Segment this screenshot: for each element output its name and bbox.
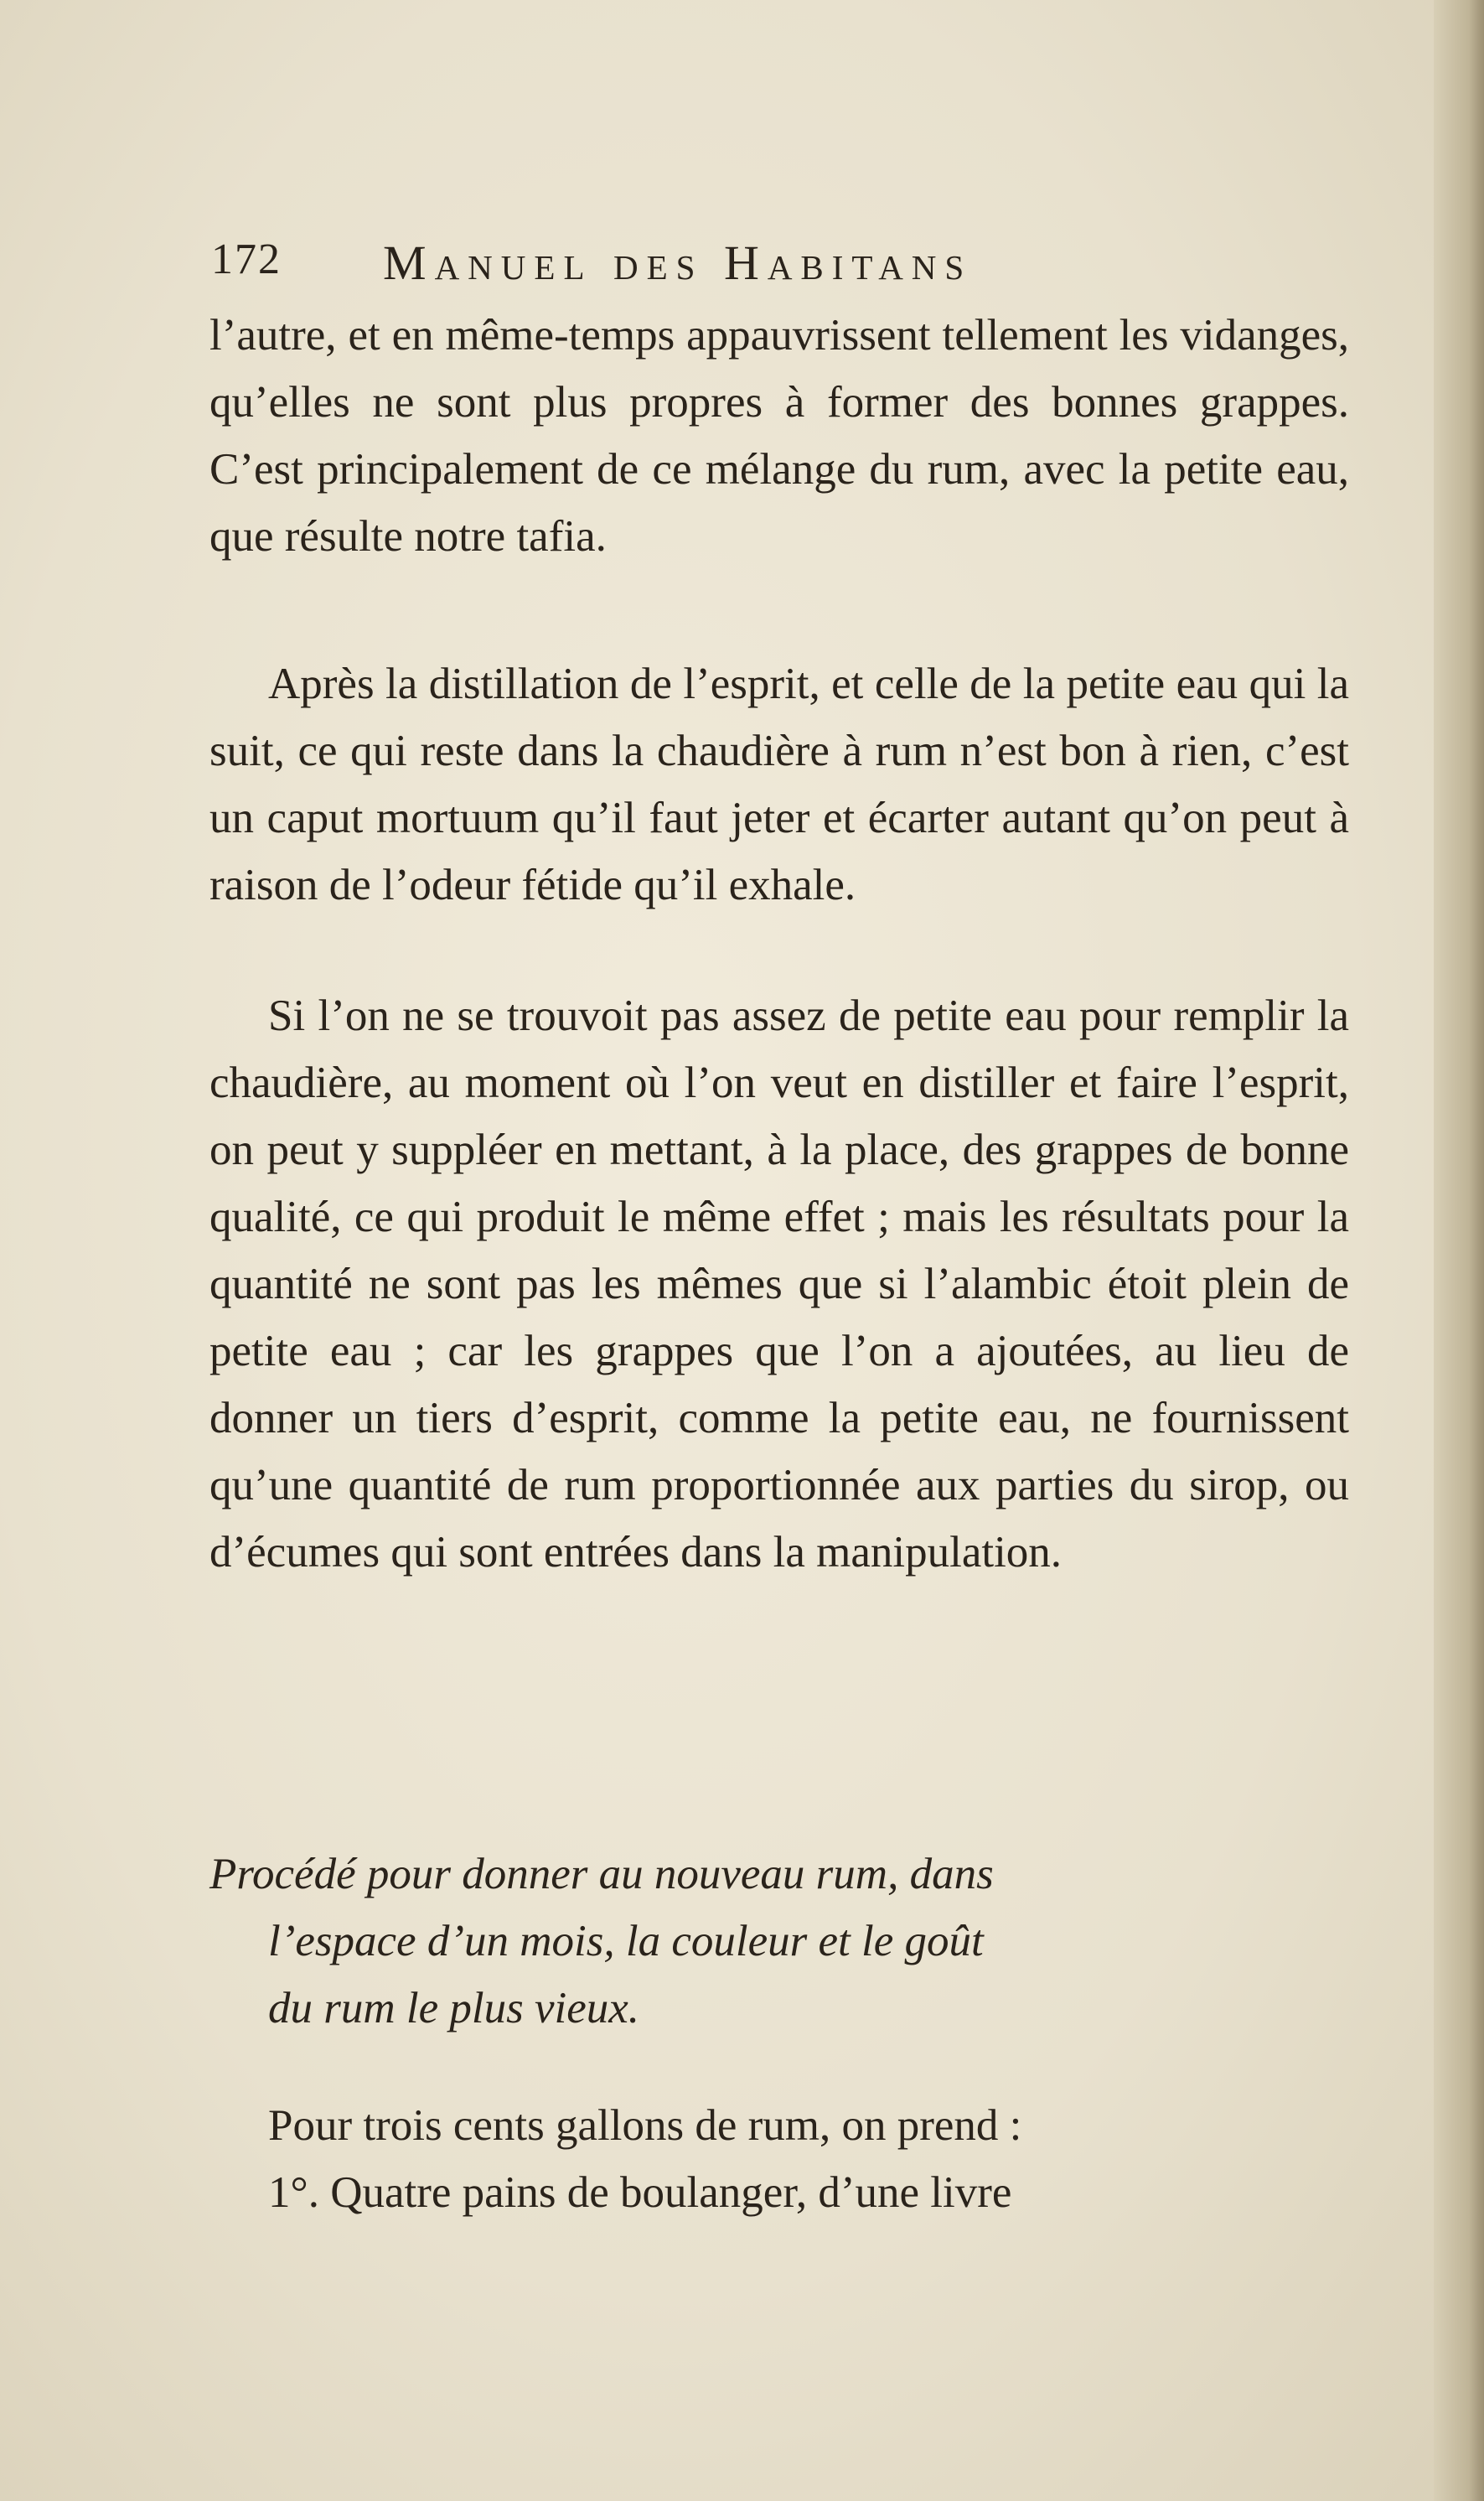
- paragraph-text: Si l’on ne se trouvoit pas assez de petite eau pour remplir la chaudière, au moment où l’on veut en distiller et faire l’esprit, on peut y suppléer en mettant, à la place, des grappes de bonne qualité, ce qui produit le même effet ; mais les résultats pour la quantité ne sont pas les mêmes que si l’alambic étoit plein de petite eau ; car les grappes que l’on a ajoutées, au lieu de donner un tiers d’esprit, comme la petite eau, ne fournissent qu’une quantité de rum proportionnée aux parties du sirop, ou d’écumes qui sont entrées dans la manipulation.: [209, 992, 1349, 1577]
- list-item-1: [209, 2159, 1349, 2226]
- paragraph-1: [209, 302, 1349, 570]
- heading-line: du rum le plus vieux.: [268, 1984, 640, 2032]
- paragraph-4: [209, 2092, 1349, 2159]
- paragraph-text: Pour trois cents gallons de rum, on prend :: [268, 2101, 1022, 2150]
- paragraph-3: [209, 982, 1349, 1586]
- page-number: 172: [211, 236, 282, 283]
- heading-line: l’espace d’un mois, la couleur et le goût: [268, 1917, 984, 1965]
- page-gutter: [1434, 0, 1484, 2501]
- paragraph-text: l’autre, et en même-temps appauvrissent tellement les vidanges, qu’elles ne sont plus propres à former des bonnes grappes. C’est principalement de ce mélange du rum, avec la petite eau, que résulte notre tafia.: [209, 311, 1349, 561]
- list-item-text: 1°. Quatre pains de boulanger, d’une livre: [268, 2168, 1012, 2217]
- heading-line: Procédé pour donner au nouveau rum, dans: [209, 1850, 994, 1898]
- running-head: Manuel des Habitans: [383, 236, 973, 290]
- paragraph-2: [209, 650, 1349, 919]
- page-header: [211, 235, 1359, 302]
- section-heading: [209, 1841, 1349, 2042]
- paragraph-text: Après la distillation de l’esprit, et celle de la petite eau qui la suit, ce qui reste dans la chaudière à rum n’est bon à rien, c’est un caput mortuum qu’il faut jeter et écarter autant qu’on peut à raison de l’odeur fétide qu’il exhale.: [209, 660, 1349, 909]
